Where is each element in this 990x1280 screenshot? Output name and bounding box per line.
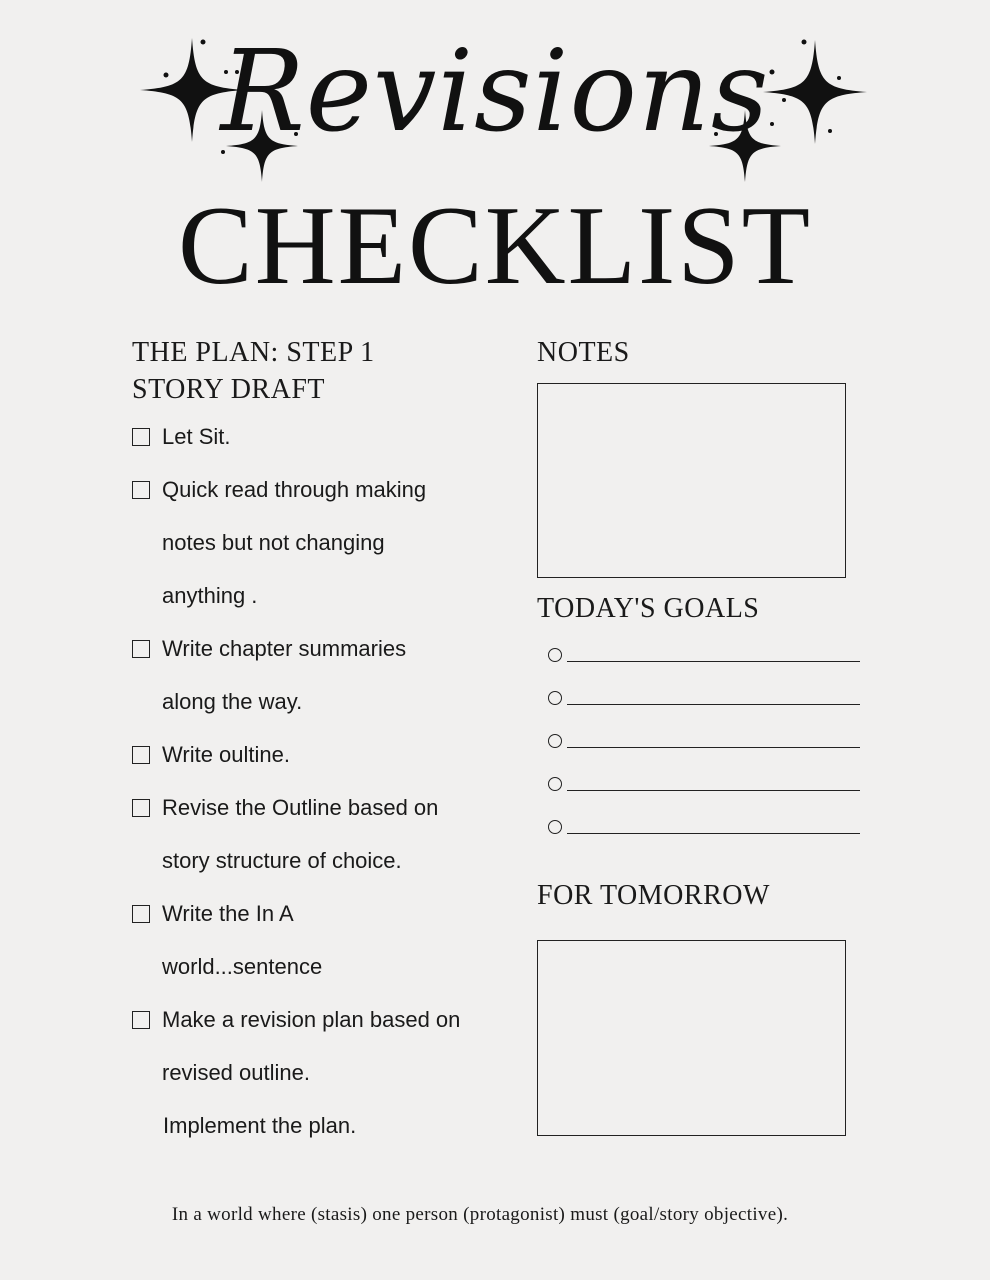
checkbox[interactable] — [132, 428, 150, 446]
checklist-item-text: Revise the Outline based on story structure of choice. — [162, 795, 439, 873]
footer-sentence: In a world where (stasis) one person (protagonist) must (goal/story objective). — [171, 1204, 789, 1225]
checklist-item — [132, 887, 512, 993]
checkbox[interactable] — [132, 640, 150, 658]
checklist-item — [132, 410, 512, 463]
goal-line[interactable] — [548, 638, 860, 662]
checkbox[interactable] — [132, 481, 150, 499]
checklist-item-text: Write chapter summaries along the way. — [162, 636, 407, 714]
checklist-item — [132, 463, 512, 622]
circle-icon — [548, 777, 562, 791]
checklist-item — [132, 1099, 512, 1152]
goal-line[interactable] — [548, 810, 860, 834]
circle-icon — [548, 734, 562, 748]
notes-box[interactable] — [537, 383, 846, 578]
checklist-item-text: Quick read through making notes but not changing anything . — [162, 477, 427, 608]
goal-line[interactable] — [548, 681, 860, 705]
checklist-item-text: Write oultine. — [162, 742, 290, 767]
checkbox[interactable] — [132, 799, 150, 817]
circle-icon — [548, 691, 562, 705]
checkbox[interactable] — [132, 746, 150, 764]
tomorrow-heading: FOR TOMORROW — [537, 880, 770, 911]
checklist-item — [132, 781, 512, 887]
plan-heading: THE PLAN: STEP 1 — [132, 337, 375, 368]
checklist-item-text: Make a revision plan based on revised outline. — [162, 1007, 461, 1085]
checklist-item — [132, 993, 512, 1099]
title-main: CHECKLIST — [178, 184, 812, 308]
checklist-item-text: Implement the plan. — [163, 1113, 357, 1138]
checklist-item-text: Let Sit. — [162, 424, 231, 449]
plan-subheading: STORY DRAFT — [132, 374, 325, 405]
tomorrow-box[interactable] — [537, 940, 846, 1136]
checkbox[interactable] — [132, 1011, 150, 1029]
checkbox[interactable] — [132, 905, 150, 923]
goal-line[interactable] — [548, 724, 860, 748]
checklist-item — [132, 728, 512, 781]
title-script: Revisions — [220, 27, 770, 157]
checklist-item-text: Write the In A world...sentence — [162, 901, 323, 979]
circle-icon — [548, 648, 562, 662]
goal-line[interactable] — [548, 767, 860, 791]
checklist-item — [132, 622, 512, 728]
goals-heading: TODAY'S GOALS — [537, 593, 760, 624]
circle-icon — [548, 820, 562, 834]
notes-heading: NOTES — [537, 337, 630, 368]
checklist — [132, 410, 512, 1152]
